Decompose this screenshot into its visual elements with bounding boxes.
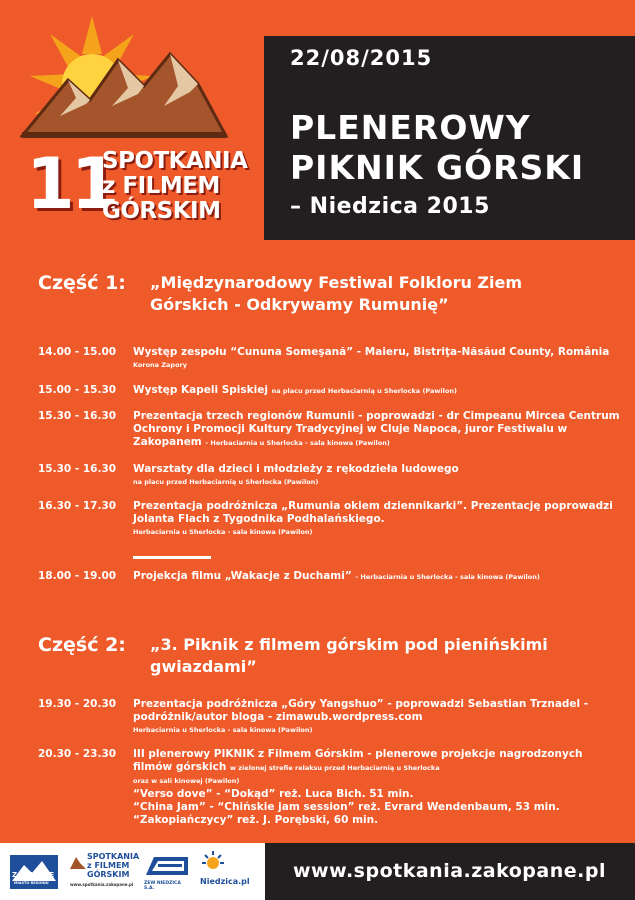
event-location: w zielonej strefie relaksu przed Herbaciarnią u Sherlocka bbox=[230, 764, 440, 772]
event-location: - Herbaciarnia u Sherlocka - sala kinowa (Pawilon) bbox=[205, 439, 390, 447]
film-entry: “Zakopiańczycy” reż. J. Porębski, 60 min. bbox=[133, 814, 379, 826]
event-time: 19.30 - 20.30 bbox=[38, 698, 117, 710]
spotkania-url: www.spotkania.zakopane.pl bbox=[70, 882, 134, 887]
zakopane-logo[interactable] bbox=[8, 851, 60, 891]
title-box bbox=[264, 36, 635, 240]
event-time: 18.00 - 19.00 bbox=[38, 570, 117, 582]
zew-label: ZEW NIEDZICA S.A. bbox=[144, 881, 181, 891]
event-date: 22/08/2015 bbox=[290, 46, 433, 70]
section-divider bbox=[133, 556, 211, 559]
event-location: na placu przed Herbaciarnią u Sherlocka (Pawilon) bbox=[133, 478, 319, 486]
festival-logo bbox=[20, 14, 250, 229]
zakopane-label: ZAKOPANE bbox=[12, 871, 55, 879]
event-description bbox=[133, 500, 623, 539]
event-time: 14.00 - 15.00 bbox=[38, 346, 117, 358]
spotkania-word3: GÓRSKIM bbox=[87, 870, 130, 879]
film-entry: “Verso dove” - “Dokąd” reż. Luca Bich. 51 min. bbox=[133, 788, 414, 800]
event-title bbox=[290, 108, 584, 188]
dam-icon bbox=[144, 851, 190, 877]
sponsor-bar bbox=[0, 843, 265, 900]
event-location: Korona Zapory bbox=[133, 361, 187, 369]
event-location: Herbaciarnia u Sherlocka - sala kinowa (Pawilon) bbox=[133, 528, 313, 536]
niedzica-label: Niedzica.pl bbox=[200, 877, 250, 886]
event-description bbox=[133, 748, 623, 827]
part-1-title: „Międzynarodowy Festiwal Folkloru Ziem Górskich - Odkrywamy Rumunię” bbox=[150, 273, 523, 314]
event-text: Prezentacja podróżnicza „Góry Yangshuo” - poprowadzi Sebastian Trznadel - podróżnik/autor bloga - zimawub.wordpress.com bbox=[133, 698, 589, 723]
event-time: 15.30 - 16.30 bbox=[38, 410, 117, 422]
event-text: Występ zespołu “Cununa Someşană” - Maieru, Bistriţa-Năsăud County, România bbox=[133, 346, 610, 358]
part-2-label: Część 2: bbox=[38, 634, 126, 656]
zew-logo[interactable] bbox=[144, 851, 190, 891]
event-text: Warsztaty dla dzieci i młodzieży z rękodzieła ludowego bbox=[133, 463, 459, 475]
logo-word-gorskim: GÓRSKIM bbox=[102, 198, 221, 224]
event-description bbox=[133, 463, 623, 489]
event-description bbox=[133, 570, 623, 584]
event-subtitle: – Niedzica 2015 bbox=[290, 194, 490, 219]
niedzica-sun-icon bbox=[198, 851, 228, 875]
film-entry: “China Jam” - “Chińskie jam session” reż. Evrard Wendenbaum, 53 min. bbox=[133, 801, 560, 813]
event-text: Projekcja filmu „Wakacje z Duchami” bbox=[133, 570, 352, 582]
event-description bbox=[133, 346, 623, 372]
event-text: Prezentacja podróżnicza „Rumunia okiem dziennikarki”. Prezentację poprowadzi Jolanta Flach z Tygodnika Podhalańskiego. bbox=[133, 500, 613, 525]
url-bar bbox=[265, 843, 635, 900]
logo-word-filmem: z FILMEM bbox=[102, 173, 220, 199]
event-time: 15.30 - 16.30 bbox=[38, 463, 117, 475]
event-text: Występ Kapeli Spiskiej bbox=[133, 384, 268, 396]
part-2-title: „3. Piknik z filmem górskim pod pienińskimi gwiazdami” bbox=[150, 635, 548, 676]
logo-wordmark bbox=[102, 148, 252, 224]
event-description bbox=[133, 698, 623, 737]
spotkania-word2: z FILMEM bbox=[87, 861, 130, 870]
spotkania-logo[interactable] bbox=[70, 851, 138, 891]
event-text: Prezentacja trzech regionów Rumunii - poprowadzi - dr Cimpeanu Mircea Centrum Ochrony i Promocji Kultury Tradycyjnej w Cluje Napoca, juror Festiwalu w Zakopanem bbox=[133, 410, 620, 448]
niedzica-logo[interactable] bbox=[198, 851, 254, 891]
event-location: Herbaciarnia u Sherlocka - sala kinowa (Pawilon) bbox=[133, 726, 313, 734]
title-line-2: PIKNIK GÓRSKI bbox=[290, 148, 585, 187]
zakopane-sublabel: MIASTO REGIONU bbox=[14, 881, 49, 885]
title-line-1: PLENEROWY bbox=[290, 108, 531, 147]
sun-mountain-icon bbox=[20, 14, 230, 144]
part-1-label: Część 1: bbox=[38, 272, 126, 294]
logo-number: 11 bbox=[26, 143, 116, 225]
event-location-2: oraz w sali kinowej (Pawilon) bbox=[133, 777, 240, 785]
event-time: 20.30 - 23.30 bbox=[38, 748, 117, 760]
event-description bbox=[133, 410, 623, 450]
spotkania-word1: SPOTKANIA bbox=[87, 852, 140, 861]
website-link[interactable]: www.spotkania.zakopane.pl bbox=[293, 860, 606, 882]
event-description bbox=[133, 384, 623, 398]
spotkania-mountain-icon bbox=[70, 851, 86, 871]
event-location: - Herbaciarnia u Sherlocka - sala kinowa (Pawilon) bbox=[355, 573, 540, 581]
event-time: 15.00 - 15.30 bbox=[38, 384, 117, 396]
event-location: na placu przed Herbaciarnią u Sherlocka (Pawilon) bbox=[271, 387, 457, 395]
event-text: III plenerowy PIKNIK z Filmem Górskim - plenerowe projekcje nagrodzonych filmów górskich bbox=[133, 748, 583, 773]
logo-word-spotkania: SPOTKANIA bbox=[102, 148, 248, 174]
event-time: 16.30 - 17.30 bbox=[38, 500, 117, 512]
